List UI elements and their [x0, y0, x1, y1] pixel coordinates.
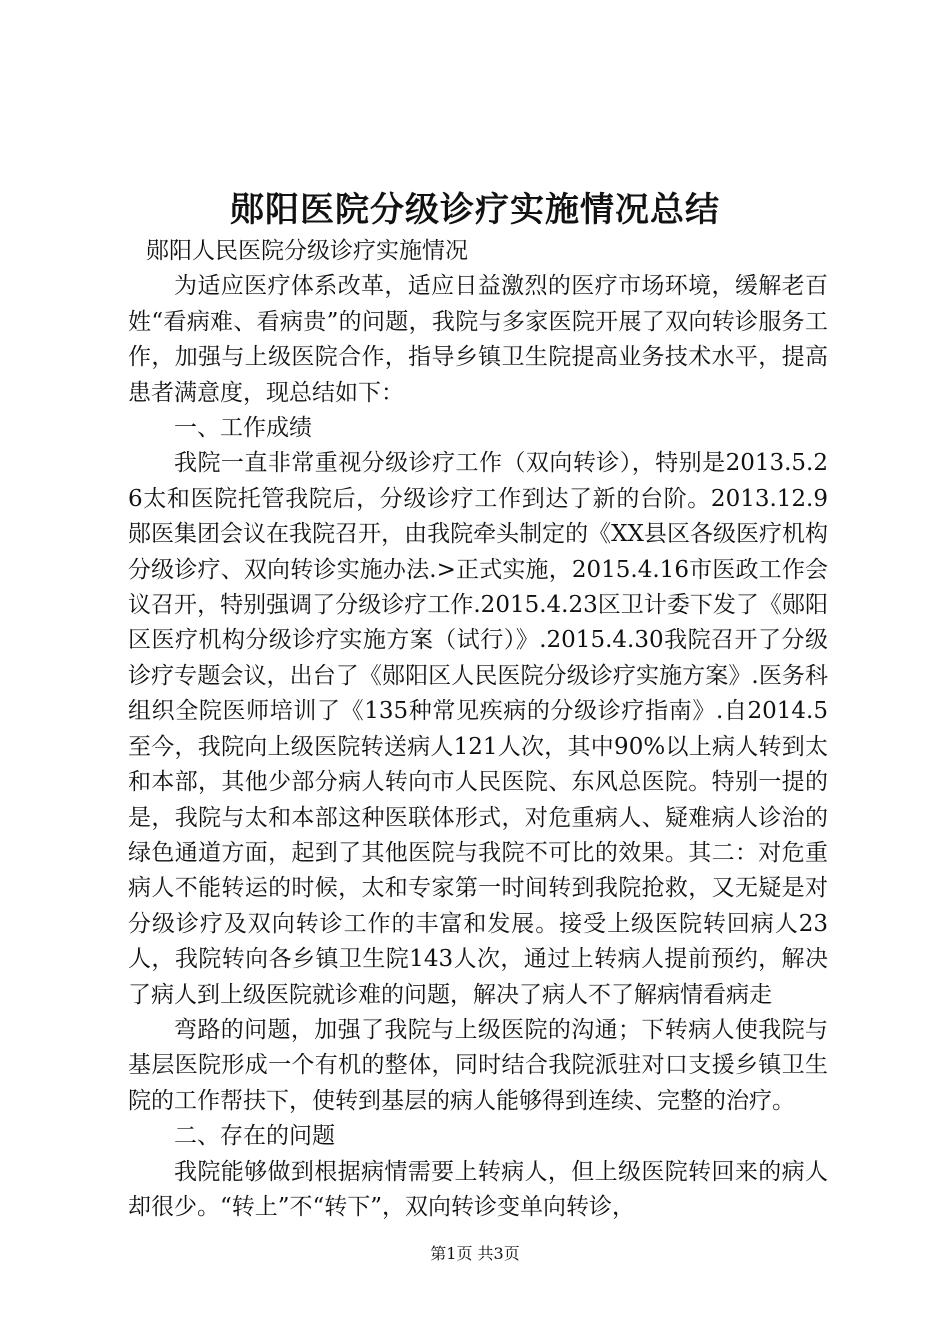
document-body — [128, 234, 828, 1225]
document-title: 郧阳医院分级诊疗实施情况总结 — [230, 190, 720, 230]
section-heading-problems: 二、存在的问题 — [174, 1123, 335, 1150]
achievements-continued-paragraph: 弯路的问题，加强了我院与上级医院的沟通；下转病人使我院与基层医院形成一个有机的整体，同时结合我院派驻对口支援乡镇卫生院的工作帮扶下，使转到基层的病人能够得到连续、完整的治疗。 — [128, 1016, 828, 1114]
intro-paragraph: 为适应医疗体系改革，适应日益激烈的医疗市场环境，缓解老百姓“看病难、看病贵”的问题，我院与多家医院开展了双向转诊服务工作，加强与上级医院合作，指导乡镇卫生院提高业务技术水平，提高患者满意度，现总结如下： — [128, 273, 828, 406]
section-heading-achievements: 一、工作成绩 — [174, 415, 312, 442]
achievements-paragraph: 我院一直非常重视分级诊疗工作（双向转诊），特别是2013.5.26太和医院托管我院后，分级诊疗工作到达了新的台阶。2013.12.9郧医集团会议在我院召开，由我院牵头制定的《XX县区各级医疗机构分级诊疗、双向转诊实施办法.>正式实施，2015.4.16市医政工作会议召开，特别强调了分级诊疗工作.2015.4.23区卫计委下发了《郧阳区医疗机构分级诊疗实施方案（试行）》.2015.4.30我院召开了分级诊疗专题会议，出台了《郧阳区人民医院分级诊疗实施方案》.医务科组织全院医师培训了《135种常见疾病的分级诊疗指南》.自2014.5至今，我院向上级医院转送病人121人次，其中90%以上病人转到太和本部，其他少部分病人转向市人民医院、东风总医院。特别一提的是，我院与太和本部这种医联体形式，对危重病人、疑难病人诊治的绿色通道方面，起到了其他医院与我院不可比的效果。其二：对危重病人不能转运的时候，太和专家第一时间转到我院抢救，又无疑是对分级诊疗及双向转诊工作的丰富和发展。接受上级医院转回病人23人，我院转向各乡镇卫生院143人次，通过上转病人提前预约，解决了病人到上级医院就诊难的问题，解决了病人不了解病情看病走 — [128, 450, 828, 1008]
problems-paragraph: 我院能够做到根据病情需要上转病人，但上级医院转回来的病人却很少。“转上”不“转下”，双向转诊变单向转诊， — [128, 1158, 828, 1220]
document-subtitle: 郧阳人民医院分级诊疗实施情况 — [146, 238, 468, 264]
page-number-footer: 第1页 共3页 — [430, 1244, 520, 1263]
